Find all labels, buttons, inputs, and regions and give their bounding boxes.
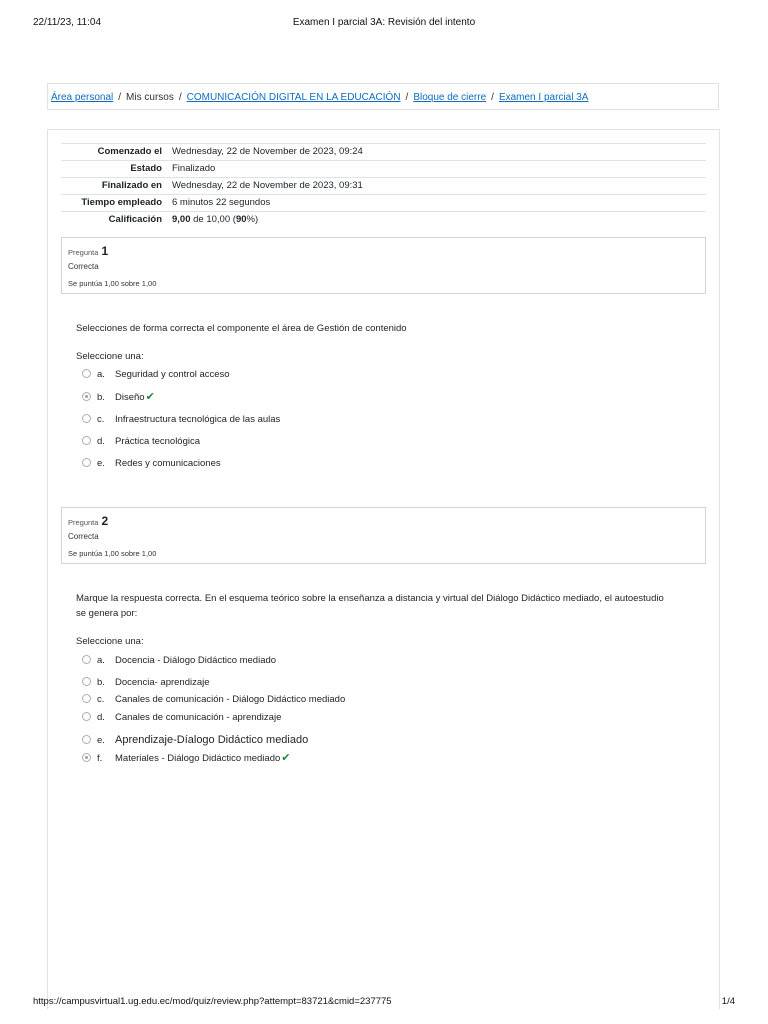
option-letter: f. <box>97 753 103 764</box>
option-letter: c. <box>97 414 105 425</box>
summary-row-state <box>61 161 706 178</box>
breadcrumb-separator: / <box>491 92 494 103</box>
breadcrumb <box>47 83 719 110</box>
option-text: Canales de comunicación - Diálogo Didáctico mediado <box>115 694 346 705</box>
radio-button[interactable] <box>82 655 91 664</box>
option-text: Aprendizaje-Díalogo Didáctico mediado <box>115 734 309 746</box>
radio-button[interactable] <box>82 677 91 686</box>
q2-option-c[interactable] <box>82 693 345 707</box>
summary-label: Calificación <box>61 212 168 229</box>
breadcrumb-course[interactable]: COMUNICACIÓN DIGITAL EN LA EDUCACIÓN <box>186 92 401 103</box>
option-letter: a. <box>97 655 105 666</box>
summary-value: Wednesday, 22 de November de 2023, 09:24 <box>168 144 706 161</box>
option-text: Diseño <box>115 392 145 403</box>
breadcrumb-mis-cursos: Mis cursos <box>126 92 174 103</box>
summary-row-started <box>61 144 706 161</box>
question-grade: Se puntúa 1,00 sobre 1,00 <box>68 549 157 558</box>
question-number <box>68 244 108 258</box>
question-label: Pregunta <box>68 518 99 527</box>
radio-button[interactable] <box>82 735 91 744</box>
radio-button[interactable] <box>82 712 91 721</box>
summary-value: Wednesday, 22 de November de 2023, 09:31 <box>168 178 706 195</box>
summary-value <box>168 212 706 229</box>
option-text: Infraestructura tecnológica de las aulas <box>115 414 281 425</box>
question-1-info <box>61 237 706 294</box>
q1-option-c[interactable] <box>82 413 280 427</box>
question-grade: Se puntúa 1,00 sobre 1,00 <box>68 279 157 288</box>
option-letter: d. <box>97 436 105 447</box>
q2-option-b[interactable] <box>82 676 210 690</box>
option-text: Canales de comunicación - aprendizaje <box>115 712 282 723</box>
summary-value: 6 minutos 22 segundos <box>168 195 706 212</box>
attempt-summary-table <box>61 143 706 228</box>
q1-option-d[interactable] <box>82 435 200 449</box>
question-1-prompt: Seleccione una: <box>76 351 144 362</box>
q2-option-f[interactable] <box>82 751 291 765</box>
breadcrumb-quiz[interactable]: Examen I parcial 3A <box>498 92 589 103</box>
option-letter: e. <box>97 458 105 469</box>
summary-label: Estado <box>61 161 168 178</box>
radio-button-selected[interactable] <box>82 392 91 401</box>
q2-option-d[interactable] <box>82 711 281 725</box>
breadcrumb-separator: / <box>118 92 122 103</box>
print-page-count: 1/4 <box>721 996 735 1007</box>
radio-button[interactable] <box>82 436 91 445</box>
question-1-text: Selecciones de forma correcta el componente el área de Gestión de contenido <box>76 323 407 334</box>
option-text: Docencia - Diálogo Didáctico mediado <box>115 655 277 666</box>
summary-value: Finalizado <box>168 161 706 178</box>
question-label: Pregunta <box>68 248 99 257</box>
option-text: Práctica tecnológica <box>115 436 201 447</box>
question-state: Correcta <box>68 532 99 541</box>
grade-score: 9,00 <box>172 214 191 225</box>
print-url: https://campusvirtual1.ug.edu.ec/mod/quiz/review.php?attempt=83721&cmid=237775 <box>33 996 392 1007</box>
breadcrumb-section[interactable]: Bloque de cierre <box>413 92 487 103</box>
grade-percent: 90 <box>235 214 247 225</box>
option-letter: d. <box>97 712 105 723</box>
question-2-info <box>61 507 706 564</box>
print-title: Examen I parcial 3A: Revisión del intento <box>292 17 476 28</box>
q2-option-e[interactable] <box>82 733 308 747</box>
question-number-value: 1 <box>101 244 109 258</box>
summary-row-time <box>61 195 706 212</box>
question-2-text: Marque la respuesta correcta. En el esquema teórico sobre la enseñanza a distancia y virtual del Diálogo Didáctico mediado, el autoestudio se genera por: <box>76 593 664 619</box>
print-header <box>0 17 768 31</box>
breadcrumb-separator: / <box>405 92 409 103</box>
grade-middle: de 10,00 ( <box>193 214 236 225</box>
summary-row-grade <box>61 212 706 229</box>
q2-option-a[interactable] <box>82 654 276 668</box>
option-letter: c. <box>97 694 105 705</box>
option-letter: b. <box>97 677 105 688</box>
summary-row-finished <box>61 178 706 195</box>
breadcrumb-area-personal[interactable]: Área personal <box>51 92 114 103</box>
summary-label: Tiempo empleado <box>61 195 168 212</box>
option-text: Docencia- aprendizaje <box>115 677 210 688</box>
breadcrumb-separator: / <box>178 92 182 103</box>
summary-label: Comenzado el <box>61 144 168 161</box>
option-letter: e. <box>97 735 105 746</box>
question-number-value: 2 <box>101 514 109 528</box>
check-icon: ✔ <box>281 752 291 764</box>
print-datetime: 22/11/23, 11:04 <box>33 17 102 28</box>
q1-option-e[interactable] <box>82 457 221 471</box>
radio-button[interactable] <box>82 694 91 703</box>
radio-button[interactable] <box>82 458 91 467</box>
option-text: Seguridad y control acceso <box>115 369 230 380</box>
radio-button[interactable] <box>82 414 91 423</box>
question-number <box>68 514 108 528</box>
option-text: Materiales - Diálogo Didáctico mediado <box>115 753 281 764</box>
q1-option-b[interactable] <box>82 390 155 404</box>
summary-label: Finalizado en <box>61 178 168 195</box>
grade-end: %) <box>246 214 259 225</box>
question-state: Correcta <box>68 262 99 271</box>
radio-button[interactable] <box>82 369 91 378</box>
radio-button-selected[interactable] <box>82 753 91 762</box>
option-letter: a. <box>97 369 105 380</box>
option-text: Redes y comunicaciones <box>115 458 221 469</box>
check-icon: ✔ <box>145 391 155 403</box>
option-letter: b. <box>97 392 105 403</box>
question-2-prompt: Seleccione una: <box>76 636 144 647</box>
print-footer <box>0 996 768 1010</box>
q1-option-a[interactable] <box>82 368 230 382</box>
